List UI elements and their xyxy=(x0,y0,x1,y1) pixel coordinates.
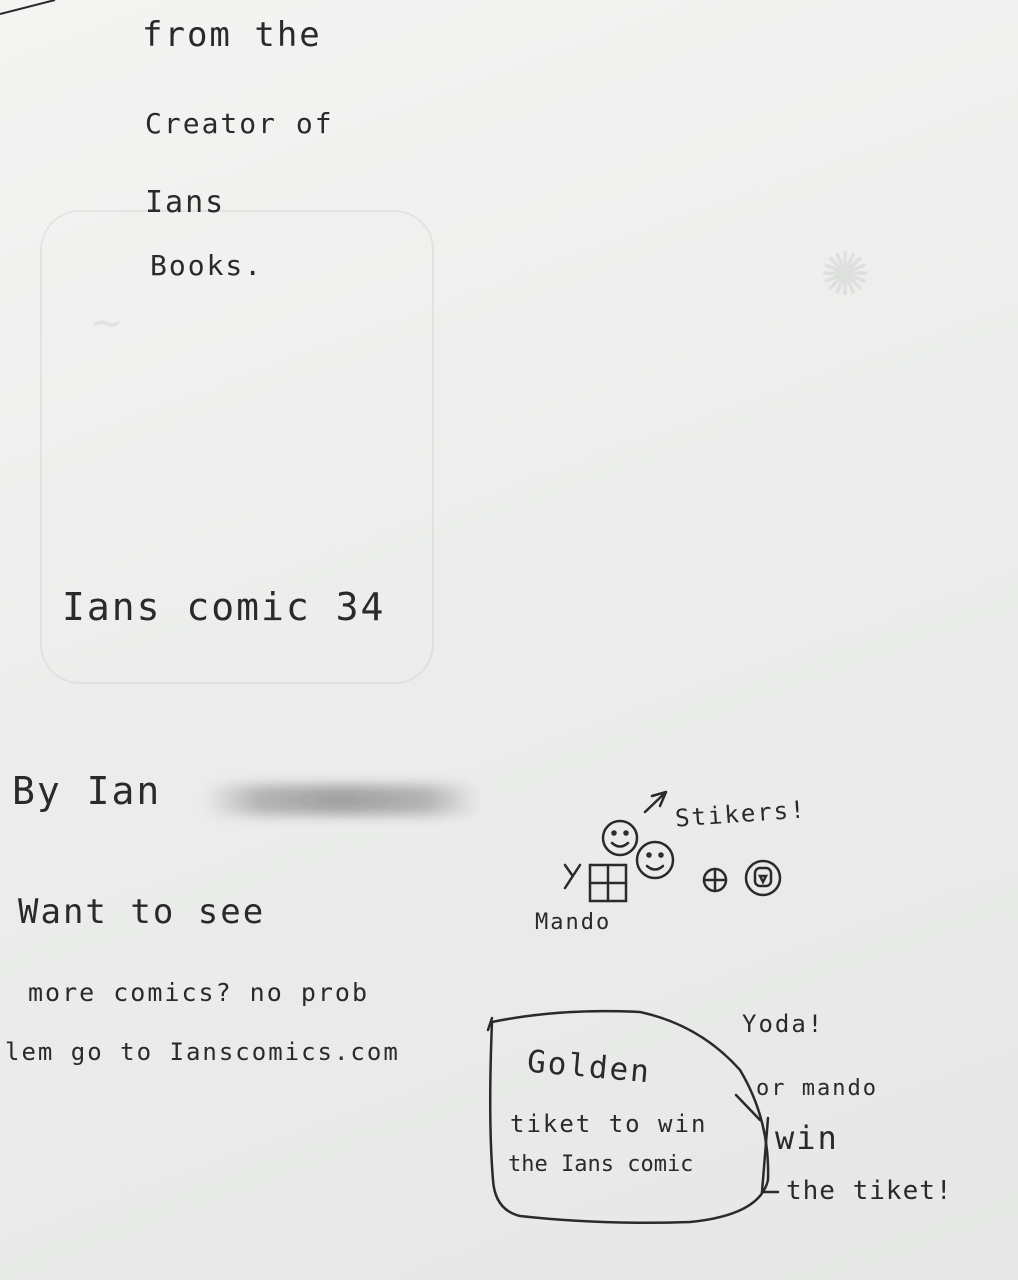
promo-line-2: more comics? no prob xyxy=(28,978,370,1007)
golden-ticket-line-2: tiket to win xyxy=(510,1110,708,1138)
golden-ticket-line-1: Golden xyxy=(525,1043,653,1091)
author-byline: By Ian xyxy=(12,769,162,813)
stray-pen-mark xyxy=(0,0,55,14)
bleed-through-scribble-2: ✺ xyxy=(820,240,871,310)
yoda-line-4: the tiket! xyxy=(786,1176,953,1206)
header-line-books: Books. xyxy=(150,249,264,282)
header-line-from-the: from the xyxy=(142,15,322,55)
yoda-line-1: Yoda! xyxy=(742,1010,825,1038)
yoda-line-2: or mando xyxy=(756,1076,878,1101)
header-line-ians: Ians xyxy=(145,185,226,220)
comic-title: Ians comic 34 xyxy=(62,585,386,629)
promo-line-3: lem go to Ianscomics.com xyxy=(5,1038,400,1066)
mando-label: Mando xyxy=(535,910,612,935)
promo-line-1: Want to see xyxy=(18,892,266,932)
stickers-label: Stikers! xyxy=(674,795,808,833)
header-line-creator-of: Creator of xyxy=(145,107,334,140)
yoda-line-3: win xyxy=(775,1119,839,1157)
bleed-through-scribble-1: ~ xyxy=(90,300,124,346)
golden-ticket-line-3: the Ians comic xyxy=(508,1152,694,1177)
